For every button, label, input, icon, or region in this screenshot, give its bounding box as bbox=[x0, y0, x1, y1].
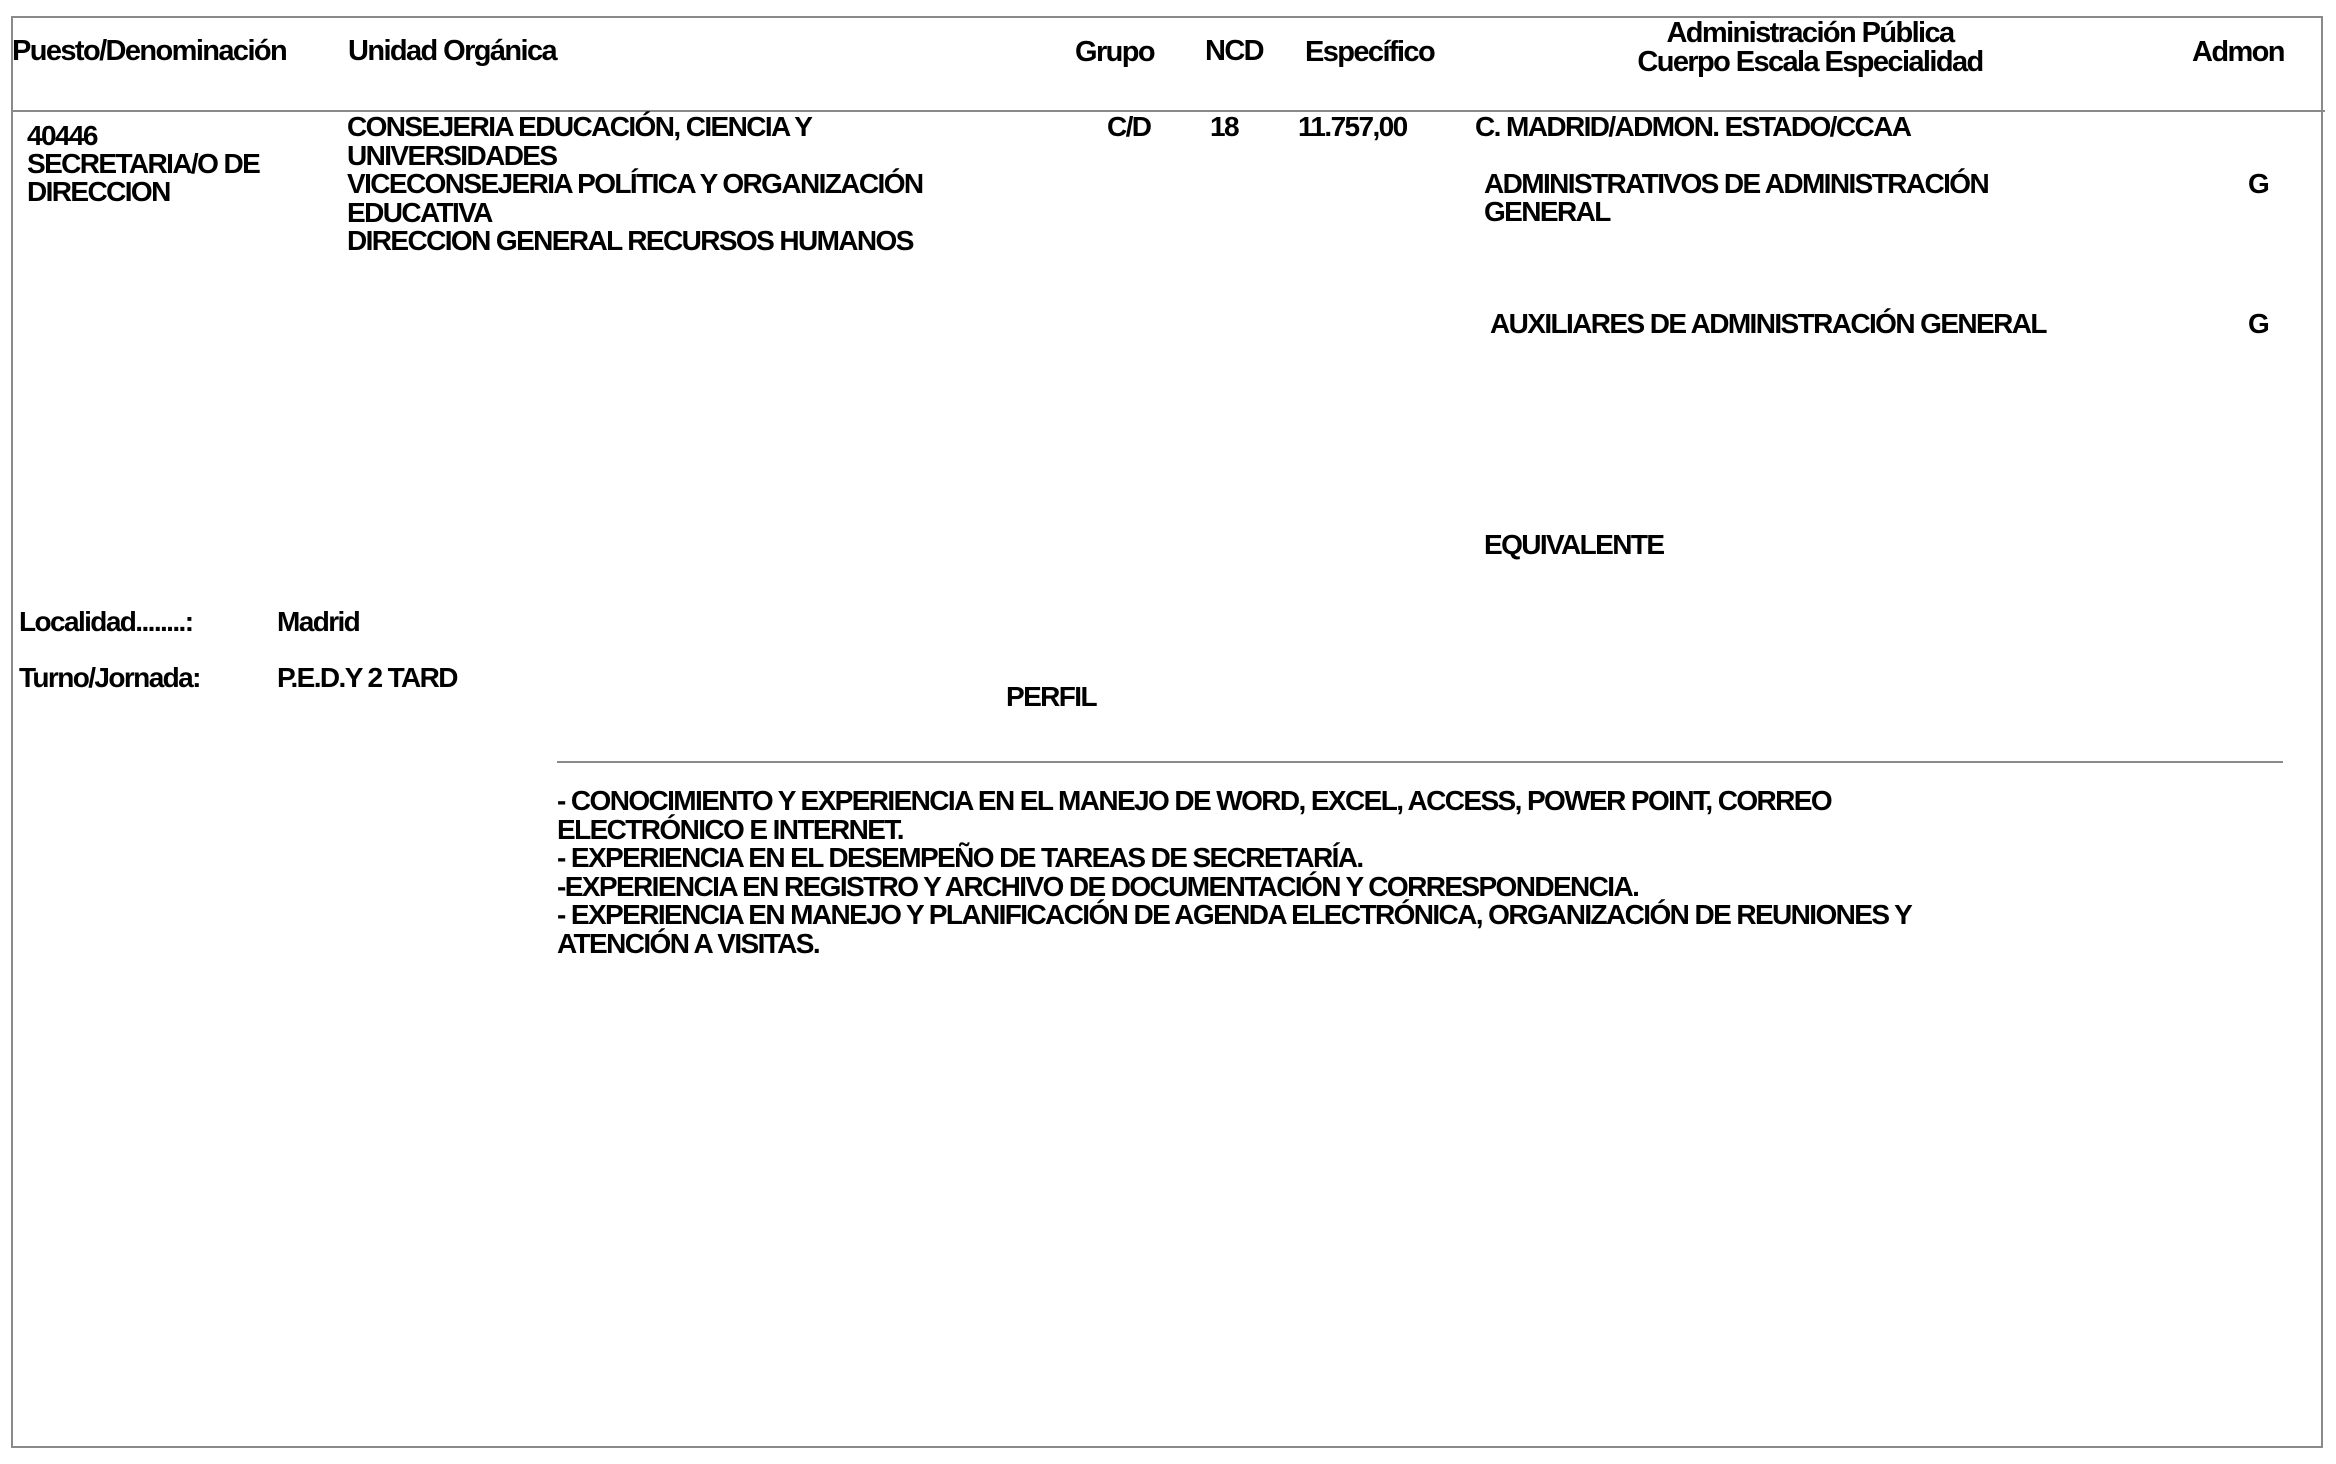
perfil-text bbox=[557, 787, 1911, 958]
ncd-value: 18 bbox=[1210, 111, 1238, 142]
header-puesto: Puesto/Denominación bbox=[12, 35, 287, 67]
puesto-codigo: 40446 bbox=[27, 120, 97, 151]
header-cuerpo-escala: Cuerpo Escala Especialidad bbox=[1637, 46, 1983, 78]
header-especifico: Específico bbox=[1305, 36, 1435, 68]
header-ncd: NCD bbox=[1205, 35, 1264, 67]
cuerpo-administrativos-admon: G bbox=[2248, 168, 2269, 199]
unidad-line: DIRECCION GENERAL RECURSOS HUMANOS bbox=[347, 225, 913, 256]
equivalente-label: EQUIVALENTE bbox=[1484, 529, 1664, 560]
perfil-line: - CONOCIMIENTO Y EXPERIENCIA EN EL MANEJO DE WORD, EXCEL, ACCESS, POWER POINT, CORREO bbox=[557, 785, 1832, 816]
header-unidad: Unidad Orgánica bbox=[348, 35, 557, 67]
header-grupo: Grupo bbox=[1075, 36, 1154, 68]
perfil-line: -EXPERIENCIA EN REGISTRO Y ARCHIVO DE DOCUMENTACIÓN Y CORRESPONDENCIA. bbox=[557, 870, 1639, 902]
perfil-line: - EXPERIENCIA EN EL DESEMPEÑO DE TAREAS DE SECRETARÍA. bbox=[557, 842, 1363, 873]
unidad-line: EDUCATIVA bbox=[347, 196, 492, 228]
puesto-denominacion-2: DIRECCION bbox=[27, 176, 170, 207]
header-admon: Admon bbox=[2192, 36, 2284, 68]
administracion-value: C. MADRID/ADMON. ESTADO/CCAA bbox=[1475, 111, 1911, 142]
perfil-title: PERFIL bbox=[1006, 681, 1096, 712]
cuerpo-administrativos-1: ADMINISTRATIVOS DE ADMINISTRACIÓN bbox=[1484, 168, 1989, 199]
header-administracion: Administración Pública bbox=[1666, 17, 1954, 49]
perfil-line: ELECTRÓNICO E INTERNET. bbox=[557, 813, 903, 845]
perfil-line: - EXPERIENCIA EN MANEJO Y PLANIFICACIÓN DE AGENDA ELECTRÓNICA, ORGANIZACIÓN DE REUNIONES Y bbox=[557, 899, 1912, 930]
grupo-value: C/D bbox=[1107, 111, 1151, 142]
unidad-organica bbox=[347, 113, 923, 256]
cuerpo-administrativos-2: GENERAL bbox=[1484, 196, 1610, 227]
perfil-line: ATENCIÓN A VISITAS. bbox=[557, 927, 820, 959]
puesto-denominacion-1: SECRETARIA/O DE bbox=[27, 148, 260, 179]
especifico-value: 11.757,00 bbox=[1298, 111, 1407, 142]
cuerpo-auxiliares-admon: G bbox=[2248, 308, 2269, 339]
localidad-value: Madrid bbox=[277, 606, 360, 637]
unidad-line: UNIVERSIDADES bbox=[347, 139, 557, 171]
localidad-label: Localidad........: bbox=[19, 606, 193, 637]
unidad-line: VICECONSEJERIA POLÍTICA Y ORGANIZACIÓN bbox=[347, 168, 923, 199]
cuerpo-auxiliares: AUXILIARES DE ADMINISTRACIÓN GENERAL bbox=[1490, 308, 2046, 339]
unidad-line: CONSEJERIA EDUCACIÓN, CIENCIA Y bbox=[347, 111, 812, 142]
perfil-divider bbox=[557, 761, 2283, 763]
turno-label: Turno/Jornada: bbox=[19, 662, 200, 693]
turno-value: P.E.D.Y 2 TARD bbox=[277, 662, 457, 693]
